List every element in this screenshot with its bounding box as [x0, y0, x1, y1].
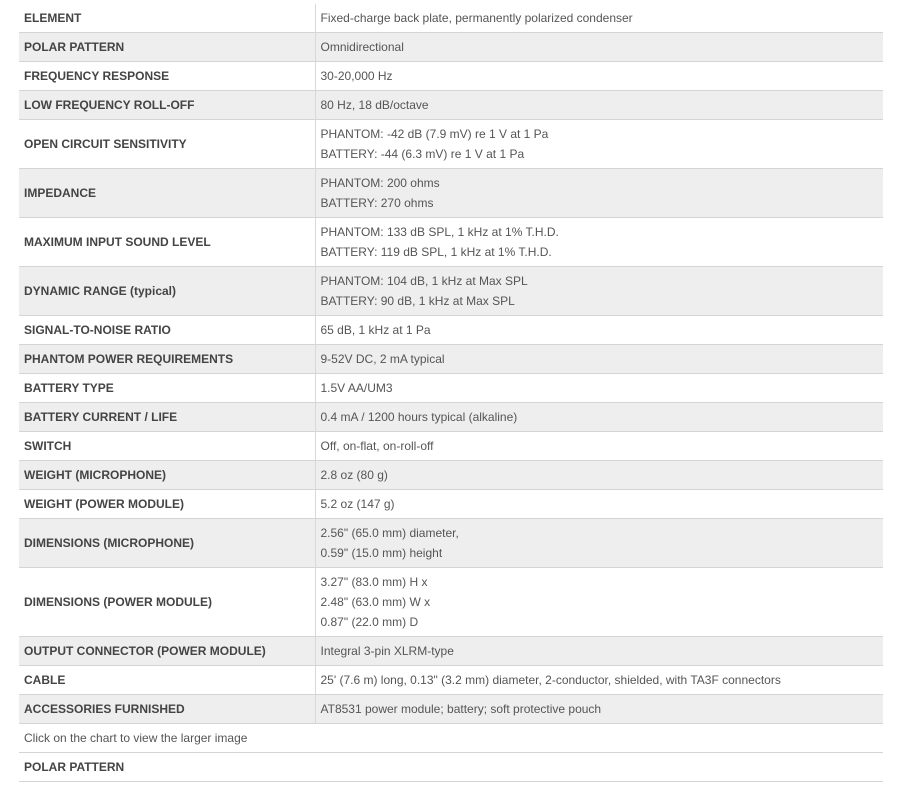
- spec-label: WEIGHT (MICROPHONE): [19, 461, 315, 490]
- spec-value-line: 2.48" (63.0 mm) W x: [320, 595, 431, 609]
- spec-row: [19, 637, 883, 666]
- spec-row: [19, 519, 883, 568]
- spec-value-line: AT8531 power module; battery; soft protective pouch: [320, 702, 602, 716]
- spec-value-line: 2.56" (65.0 mm) diameter,: [320, 526, 459, 540]
- spec-value-line: PHANTOM: -42 dB (7.9 mV) re 1 V at 1 Pa: [320, 127, 549, 141]
- spec-value-line: Fixed-charge back plate, permanently polarized condenser: [320, 11, 633, 25]
- spec-row: [19, 666, 883, 695]
- spec-label: LOW FREQUENCY ROLL-OFF: [19, 91, 315, 120]
- spec-row: [19, 316, 883, 345]
- spec-label: OUTPUT CONNECTOR (POWER MODULE): [19, 637, 315, 666]
- spec-row: [19, 695, 883, 724]
- spec-label: FREQUENCY RESPONSE: [24, 69, 170, 83]
- spec-value-line: 0.87" (22.0 mm) D: [320, 615, 419, 629]
- spec-value-line: 5.2 oz (147 g): [320, 497, 395, 511]
- spec-value: [315, 461, 883, 490]
- chart-note-link[interactable]: Click on the chart to view the larger image: [24, 731, 248, 745]
- spec-value-line: PHANTOM: 104 dB, 1 kHz at Max SPL: [320, 274, 528, 288]
- spec-label: DYNAMIC RANGE (typical): [19, 267, 315, 316]
- chart-note-row: [19, 724, 883, 753]
- spec-label: SIGNAL-TO-NOISE RATIO: [24, 323, 171, 337]
- spec-value: [315, 568, 883, 637]
- spec-value-line: 0.59" (15.0 mm) height: [320, 546, 443, 560]
- spec-value-line: 80 Hz, 18 dB/octave: [320, 98, 429, 112]
- spec-value-line: Off, on-flat, on-roll-off: [320, 439, 434, 453]
- spec-value-line: 2.8 oz (80 g): [320, 468, 388, 482]
- spec-value-line: BATTERY: 119 dB SPL, 1 kHz at 1% T.H.D.: [320, 245, 552, 259]
- spec-row: [19, 432, 883, 461]
- spec-row: [19, 568, 883, 637]
- spec-row: [19, 120, 883, 169]
- spec-row: [19, 4, 883, 33]
- spec-label: DIMENSIONS (MICROPHONE): [19, 519, 315, 568]
- spec-value-line: 25' (7.6 m) long, 0.13" (3.2 mm) diameter, 2-conductor, shielded, with TA3F connectors: [320, 673, 781, 687]
- spec-row: [19, 267, 883, 316]
- spec-row: [19, 62, 883, 91]
- spec-value-line: 65 dB, 1 kHz at 1 Pa: [320, 323, 431, 337]
- spec-row: [19, 33, 883, 62]
- spec-label: BATTERY CURRENT / LIFE: [19, 403, 315, 432]
- spec-value: [315, 432, 883, 461]
- spec-label: WEIGHT (POWER MODULE): [24, 497, 184, 511]
- spec-row: [19, 374, 883, 403]
- spec-label: ELEMENT: [24, 11, 82, 25]
- polar-pattern-heading: POLAR PATTERN: [24, 760, 125, 774]
- spec-label: DIMENSIONS (POWER MODULE): [24, 595, 212, 609]
- spec-row: [19, 461, 883, 490]
- spec-value-line: Integral 3-pin XLRM-type: [320, 644, 454, 658]
- spec-label: OPEN CIRCUIT SENSITIVITY: [24, 137, 187, 151]
- spec-value: [315, 403, 883, 432]
- spec-value: [315, 637, 883, 666]
- spec-label: POLAR PATTERN: [19, 33, 315, 62]
- spec-value: [315, 4, 883, 33]
- spec-row: [19, 91, 883, 120]
- spec-value-line: Omnidirectional: [320, 40, 404, 54]
- spec-row: [19, 218, 883, 267]
- spec-label: ACCESSORIES FURNISHED: [19, 695, 315, 724]
- spec-row: [19, 403, 883, 432]
- spec-value-line: 3.27" (83.0 mm) H x: [320, 575, 428, 589]
- spec-value-line: 30-20,000 Hz: [320, 69, 393, 83]
- spec-value-line: PHANTOM: 200 ohms: [320, 176, 440, 190]
- spec-value: [315, 91, 883, 120]
- spec-value: [315, 267, 883, 316]
- spec-value-line: 9-52V DC, 2 mA typical: [320, 352, 445, 366]
- spec-value: [315, 666, 883, 695]
- spec-value-line: BATTERY: -44 (6.3 mV) re 1 V at 1 Pa: [320, 147, 525, 161]
- spec-row: [19, 490, 883, 519]
- spec-label: BATTERY TYPE: [24, 381, 114, 395]
- spec-value: [315, 62, 883, 91]
- spec-value: [315, 120, 883, 169]
- spec-value: [315, 33, 883, 62]
- spec-value-line: PHANTOM: 133 dB SPL, 1 kHz at 1% T.H.D.: [320, 225, 559, 239]
- spec-value: [315, 345, 883, 374]
- spec-value: [315, 316, 883, 345]
- spec-row: [19, 169, 883, 218]
- spec-label: PHANTOM POWER REQUIREMENTS: [19, 345, 315, 374]
- spec-value: [315, 695, 883, 724]
- spec-value: [315, 519, 883, 568]
- spec-value-line: 1.5V AA/UM3: [320, 381, 393, 395]
- spec-value: [315, 374, 883, 403]
- spec-value: [315, 490, 883, 519]
- spec-label: CABLE: [24, 673, 66, 687]
- spec-value: [315, 218, 883, 267]
- spec-label: SWITCH: [24, 439, 72, 453]
- spec-value-line: BATTERY: 90 dB, 1 kHz at Max SPL: [320, 294, 515, 308]
- specifications-table: [19, 4, 883, 782]
- spec-value: [315, 169, 883, 218]
- spec-label: IMPEDANCE: [19, 169, 315, 218]
- spec-label: MAXIMUM INPUT SOUND LEVEL: [24, 235, 211, 249]
- specifications-body: [19, 4, 883, 724]
- spec-row: [19, 345, 883, 374]
- polar-pattern-heading-row: [19, 753, 883, 782]
- spec-value-line: BATTERY: 270 ohms: [320, 196, 434, 210]
- spec-value-line: 0.4 mA / 1200 hours typical (alkaline): [320, 410, 518, 424]
